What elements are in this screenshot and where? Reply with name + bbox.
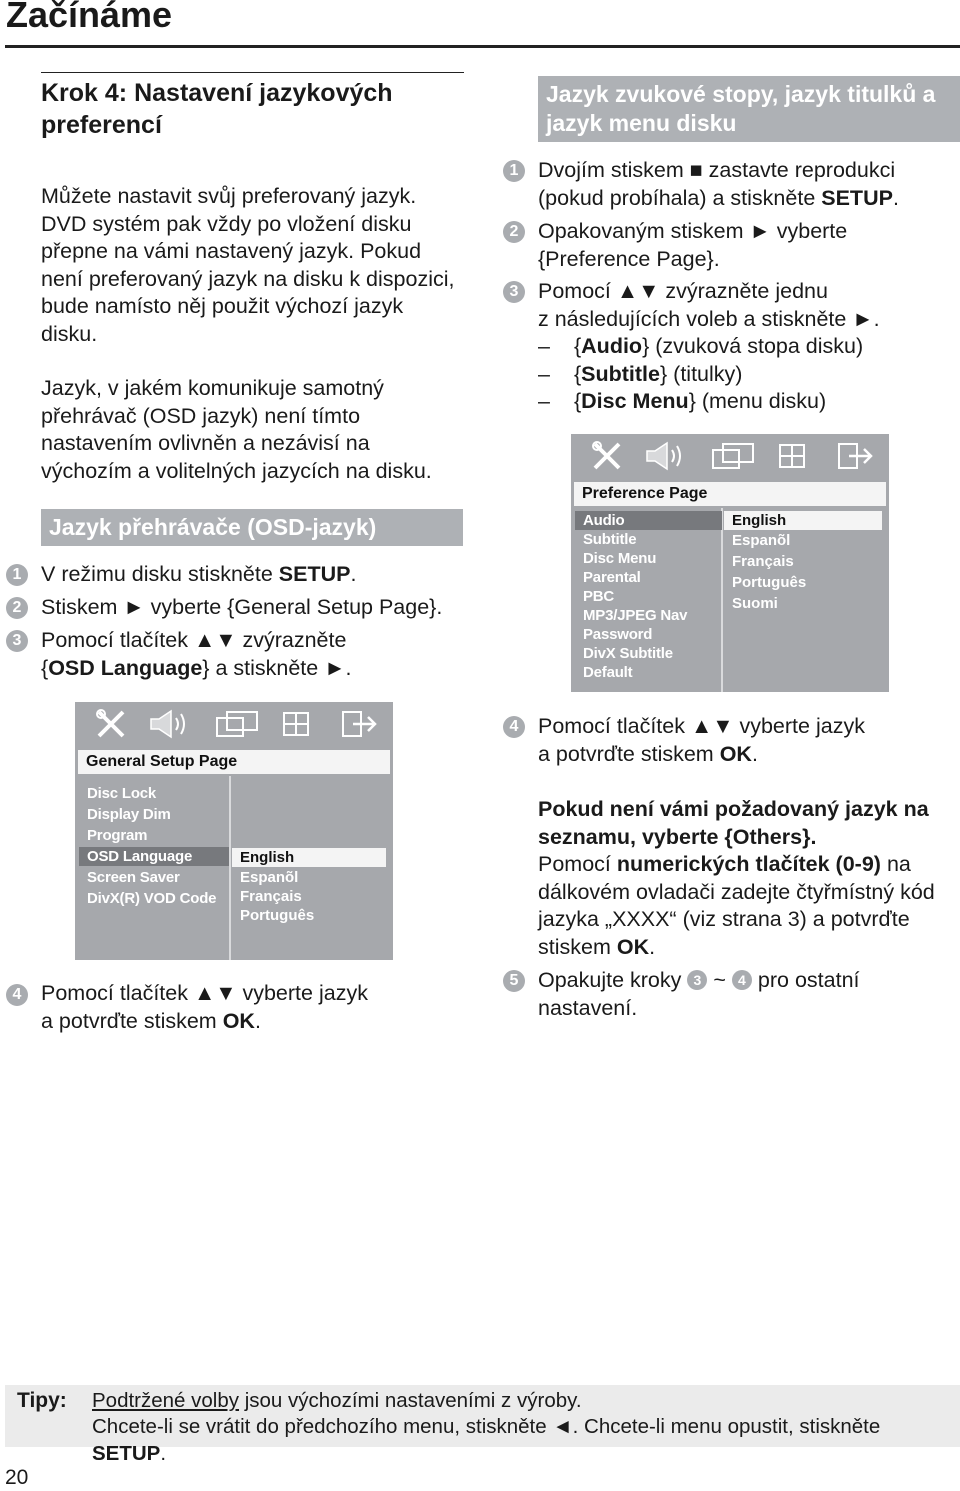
menu-item-pbc[interactable]: PBC (583, 588, 615, 605)
step-ref-3: 3 (687, 970, 707, 990)
menu-option-portugues[interactable]: Português (240, 907, 315, 924)
menu-icon-bar (571, 434, 889, 478)
tools-icon (95, 708, 129, 740)
audio-step-2: Opakovaným stiskem ► vyberte {Preference Page}. (538, 219, 848, 271)
audio-section-band: Jazyk zvukové stopy, jazyk titulků a jazyk menu disku (538, 76, 960, 142)
exit-icon (339, 708, 379, 740)
osd-step-2-number: 2 (6, 597, 28, 619)
menu-item-divx-subtitle[interactable]: DivX Subtitle (583, 645, 673, 662)
audio-step-2-number: 2 (503, 221, 525, 243)
option-subtitle: – {Subtitle} (titulky) (538, 362, 743, 386)
osd-step-4: Pomocí tlačítek ▲▼ vyberte jazyk a potvrďte stiskem OK. (41, 981, 368, 1033)
osd-step-3-number: 3 (6, 630, 28, 652)
tools-icon (591, 440, 625, 472)
title-rule (5, 45, 960, 48)
menu-option-suomi[interactable]: Suomi (732, 595, 778, 612)
audio-step-5-number: 5 (503, 970, 525, 992)
menu-item-disc-lock[interactable]: Disc Lock (87, 785, 157, 802)
menu-item-password[interactable]: Password (583, 626, 653, 643)
osd-step-2: Stiskem ► vyberte {General Setup Page}. (41, 595, 443, 619)
option-disc-menu: – {Disc Menu} (menu disku) (538, 389, 827, 413)
menu-icon-bar (75, 702, 393, 746)
audio-step-1: Dvojím stiskem ■ zastavte reprodukci (pokud probíhala) a stiskněte SETUP. (538, 158, 899, 210)
step4-heading: Krok 4: Nastavení jazykových preferencí (41, 79, 393, 139)
menu-option-english[interactable]: English (724, 511, 882, 530)
osd-step-1-number: 1 (6, 564, 28, 586)
exit-icon (835, 440, 875, 472)
step4-section (41, 72, 464, 485)
tips-line-1: Podtržené volby jsou výchozími nastaveními z výroby. (92, 1389, 582, 1412)
menu-item-parental[interactable]: Parental (583, 569, 641, 586)
menu-divider (229, 776, 231, 960)
speaker-icon (149, 708, 193, 740)
menu-option-francais[interactable]: Français (240, 888, 302, 905)
osd-step-4-number: 4 (6, 984, 28, 1006)
preference-icon (281, 708, 311, 740)
menu-option-english[interactable]: English (232, 848, 386, 867)
general-setup-menu (75, 702, 393, 960)
menu-item-osd-language[interactable]: OSD Language (79, 847, 229, 866)
section-rule (41, 72, 464, 73)
audio-step-4-number: 4 (503, 716, 525, 738)
tips-line-2: Chcete-li se vrátit do předchozího menu, stiskněte ◄. Chcete-li menu opustit, stiskněte SETUP. (92, 1415, 881, 1465)
menu-item-subtitle[interactable]: Subtitle (583, 531, 637, 548)
step-ref-4: 4 (732, 970, 752, 990)
menu-item-default[interactable]: Default (583, 664, 633, 681)
video-icon (215, 708, 261, 740)
preference-menu (571, 434, 889, 692)
menu-option-espanol[interactable]: Espanõl (240, 869, 299, 886)
menu-item-display-dim[interactable]: Display Dim (87, 806, 171, 823)
menu-title: Preference Page (574, 482, 886, 506)
menu-title: General Setup Page (78, 750, 390, 774)
menu-option-portugues[interactable]: Português (732, 574, 807, 591)
menu-item-disc-menu[interactable]: Disc Menu (583, 550, 657, 567)
tips-label: Tipy: (17, 1389, 67, 1412)
osd-section-band: Jazyk přehrávače (OSD-jazyk) (41, 509, 463, 546)
menu-item-mp3-jpeg-nav[interactable]: MP3/JPEG Nav (583, 607, 688, 624)
menu-option-espanol[interactable]: Espanõl (732, 532, 791, 549)
osd-step-3: Pomocí tlačítek ▲▼ zvýrazněte {OSD Language} a stiskněte ►. (41, 628, 352, 680)
menu-item-program[interactable]: Program (87, 827, 148, 844)
menu-option-francais[interactable]: Français (732, 553, 794, 570)
preference-icon (777, 440, 807, 472)
others-note: Pokud není vámi požadovaný jazyk na seznamu, vyberte {Others}. Pomocí numerických tlačítek (0-9) na dálkovém ovladači zadejte čtyřmístný kód jazyka „XXXX“ (viz strana 3) a potvrďte stiskem OK. (538, 797, 935, 959)
menu-item-audio[interactable]: Audio (575, 511, 722, 530)
speaker-icon (645, 440, 689, 472)
osd-step-1: V režimu disku stiskněte SETUP. (41, 562, 357, 586)
menu-item-divx-vod-code[interactable]: DivX(R) VOD Code (87, 890, 217, 907)
option-audio: – {Audio} (zvuková stopa disku) (538, 334, 864, 358)
step4-paragraph-2: Jazyk, v jakém komunikuje samotný přehrávač (OSD jazyk) není tímto nastavením ovlivněn a nezávisí na výchozím a volitelných jazycích na disku. (41, 376, 432, 483)
audio-step-1-number: 1 (503, 160, 525, 182)
audio-step-3: Pomocí ▲▼ zvýrazněte jednu z následujících voleb a stiskněte ►. (538, 279, 880, 331)
audio-step-3-number: 3 (503, 281, 525, 303)
page-title: Začínáme (6, 0, 173, 35)
video-icon (711, 440, 757, 472)
page-number: 20 (5, 1466, 29, 1489)
audio-step-5: Opakujte kroky 3 ~ 4 pro ostatní nastavení. (538, 968, 860, 1020)
audio-step-4: Pomocí tlačítek ▲▼ vyberte jazyk a potvrďte stiskem OK. (538, 714, 865, 766)
menu-item-screen-saver[interactable]: Screen Saver (87, 869, 180, 886)
step4-paragraph-1: Můžete nastavit svůj preferovaný jazyk. DVD systém pak vždy po vložení disku přepne na vámi nastavený jazyk. Pokud není preferovaný jazyk na disku k dispozici, bude namísto něj použit výchozí jazyk disku. (41, 184, 455, 346)
